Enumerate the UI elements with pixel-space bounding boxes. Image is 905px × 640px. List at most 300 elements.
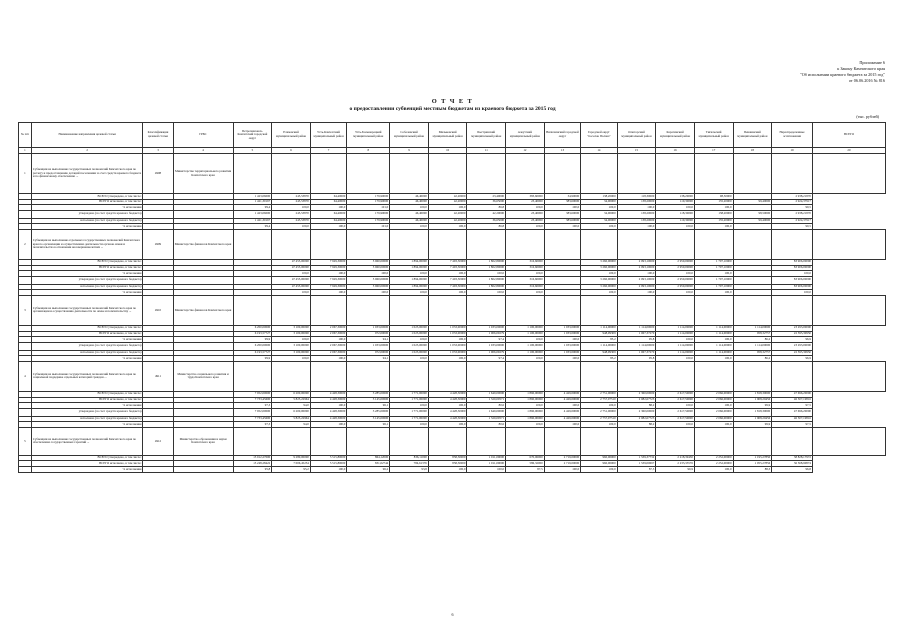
value-cell: 1 023,00000 <box>390 342 429 350</box>
value-cell: 7 493,30000 <box>428 265 467 271</box>
report-title: О Т Ч Е Т <box>431 98 474 105</box>
value-cell: 4 428,30000 <box>310 408 346 416</box>
empty-cell <box>143 408 173 416</box>
value-cell: 100,0 <box>428 403 467 409</box>
value-cell: 1 818,30000 <box>733 391 772 397</box>
value-cell: 2 751,00000 <box>581 391 617 397</box>
value-cell: 2 093,10000 <box>617 259 656 265</box>
empty-cell <box>233 295 272 325</box>
value-cell: 2 233,33576 <box>656 461 695 467</box>
value-cell: 64,40000 <box>310 218 346 224</box>
value-cell: 15 248,28422 <box>233 461 272 467</box>
empty-cell <box>233 154 272 194</box>
empty-cell <box>173 276 233 284</box>
value-cell: 1 329,00571 <box>467 397 506 403</box>
empty-cell <box>506 229 545 259</box>
empty-cell <box>544 427 580 455</box>
value-cell: 7 493,30000 <box>428 276 467 284</box>
section-code: 4909 <box>143 229 173 259</box>
value-cell: 80,6 <box>467 422 506 428</box>
value-cell: 100,0 <box>617 271 656 277</box>
value-cell: 47 455,00000 <box>272 265 311 271</box>
column-index-cell: 12 <box>506 148 545 154</box>
value-cell: 972,00000 <box>347 331 390 337</box>
empty-cell <box>694 427 733 455</box>
column-index-cell: 17 <box>694 148 733 154</box>
value-cell: 3 145,00000 <box>347 397 390 403</box>
value-cell: 1 114,00000 <box>733 325 772 331</box>
section-header-row <box>19 427 886 455</box>
value-cell: 100,0 <box>694 356 733 362</box>
value-cell: 64,40000 <box>310 194 346 200</box>
value-cell: 1 860,00000 <box>506 408 545 416</box>
value-cell: 2 959,00000 <box>656 265 695 271</box>
value-cell: 7 006,45254 <box>272 461 311 467</box>
empty-cell <box>233 427 272 455</box>
value-cell: 38 828,17972 <box>772 455 813 461</box>
value-cell: 99,40000 <box>733 218 772 224</box>
value-cell: 100,0 <box>310 224 346 230</box>
value-cell: 1 033,00000 <box>347 325 390 331</box>
value-cell: 95,2 <box>272 467 311 473</box>
value-cell: 1 033,00000 <box>544 350 580 356</box>
value-cell: 2 719,00000 <box>544 461 580 467</box>
empty-cell <box>272 154 311 194</box>
table-row <box>19 467 886 473</box>
value-cell: 3 100,00000 <box>272 350 311 356</box>
value-cell: 1 114,00000 <box>733 342 772 350</box>
report-subtitle: о предоставлении субвенций местным бюджетам из краевого бюджета за 2015 год <box>349 106 556 112</box>
value-cell: 96,1 <box>347 422 390 428</box>
value-cell: 7 929,30000 <box>310 265 346 271</box>
value-cell: 34,90000 <box>581 218 617 224</box>
empty-cell <box>733 427 772 455</box>
value-cell: 100,0 <box>467 467 506 473</box>
empty-cell <box>506 295 545 325</box>
row-label: % исполнения <box>31 271 143 277</box>
value-cell: 118,30000 <box>656 210 695 218</box>
column-index-cell: 14 <box>581 148 617 154</box>
column-header: Мильковский муниципальный район <box>428 123 467 148</box>
empty-cell <box>19 210 32 218</box>
empty-cell <box>772 154 813 194</box>
value-cell: 23 293,00000 <box>772 325 813 331</box>
value-cell: 1 860,00000 <box>506 391 545 397</box>
value-cell: 100,0 <box>347 290 390 296</box>
empty-cell <box>428 427 467 455</box>
empty-cell <box>233 229 272 259</box>
column-header: Вилючинский городской округ <box>544 123 580 148</box>
empty-cell <box>733 361 772 391</box>
value-cell: 2 082,67725 <box>617 397 656 403</box>
row-label: исполнено (за счет средств краевого бюджета) <box>31 284 143 290</box>
value-cell: 1 033,00000 <box>467 342 506 350</box>
section-number: 4 <box>19 361 32 391</box>
value-cell: 100,0 <box>347 271 390 277</box>
row-label: исполнено (за счет средств краевого бюджета) <box>31 218 143 224</box>
column-header: Олюторский муниципальный район <box>617 123 656 148</box>
value-cell: 99,5 <box>772 205 813 211</box>
page-number: 6 <box>451 612 454 617</box>
value-cell <box>733 276 772 284</box>
column-index-cell: 7 <box>310 148 346 154</box>
empty-cell <box>143 276 173 284</box>
section-grbs: Министерство финансов Камчатского края <box>173 295 233 325</box>
value-cell: 7 952,00000 <box>233 408 272 416</box>
value-cell: 42,20000 <box>428 210 467 218</box>
value-cell: 1 011,09000 <box>467 455 506 461</box>
value-cell: 1 100,00000 <box>506 325 545 331</box>
value-cell: 1 033,00000 <box>428 331 467 337</box>
value-cell: 46,40000 <box>390 199 429 205</box>
row-label: % исполнения <box>31 337 143 343</box>
value-cell: 1 114,00000 <box>656 325 695 331</box>
column-index-cell: 8 <box>347 148 390 154</box>
value-cell: 46 507,19816 <box>772 416 813 422</box>
value-cell: 2 938,21870 <box>772 194 813 200</box>
value-cell: 3 260,00000 <box>581 276 617 284</box>
value-cell: 46 507,19816 <box>772 397 813 403</box>
value-cell: 118,30000 <box>617 194 656 200</box>
value-cell: 100,0 <box>581 403 617 409</box>
value-cell: 960,00000 <box>581 461 617 467</box>
empty-cell <box>347 427 390 455</box>
value-cell: 1 055,27856 <box>733 461 772 467</box>
table-row <box>19 342 886 350</box>
value-cell: 179,90000 <box>347 199 390 205</box>
section-name: Субвенции на выполнение отдельных государственных полномочий Камчатского края по организации и осуществлению деятельности органов опеки и попечительства в отношении несовершеннолетних ... <box>31 229 143 259</box>
row-label: утверждено (за счет средств краевого бюджета) <box>31 342 143 350</box>
value-cell: 97,5 <box>772 422 813 428</box>
value-cell: 85,2 <box>581 356 617 362</box>
value-cell: 100,0 <box>581 290 617 296</box>
value-cell: 179,90000 <box>347 194 390 200</box>
value-cell: 7 929,30000 <box>310 259 346 265</box>
row-label: ВСЕГО утверждено, в том числе: <box>31 259 143 265</box>
empty-cell <box>390 427 429 455</box>
value-cell: 100,0 <box>506 224 545 230</box>
value-cell: 1 023,00000 <box>390 350 429 356</box>
column-index-cell: 18 <box>733 148 772 154</box>
column-index-cell: 11 <box>467 148 506 154</box>
column-header: Тигильский муниципальный район <box>694 123 733 148</box>
empty-cell <box>812 361 885 391</box>
value-cell: 34,90000 <box>581 210 617 218</box>
value-cell: 1 707,10000 <box>694 259 733 265</box>
value-cell: 94,0 <box>272 403 311 409</box>
value-cell: 3 285,00000 <box>347 408 390 416</box>
value-cell: 83 906,00000 <box>772 259 813 265</box>
value-cell: 5 960,00000 <box>347 284 390 290</box>
value-cell: 670,06000 <box>506 455 545 461</box>
value-cell: 1 818,30000 <box>733 408 772 416</box>
value-cell: 1 100,00000 <box>506 350 545 356</box>
empty-cell <box>812 427 885 455</box>
value-cell: 179,90000 <box>347 210 390 218</box>
appendix-line: к Закону Камчатского края <box>837 66 885 71</box>
value-cell: 1 114,00000 <box>656 350 695 356</box>
value-cell: 94,0 <box>272 422 311 428</box>
value-cell: 100,0 <box>656 403 695 409</box>
value-cell: 100,0 <box>656 422 695 428</box>
value-cell: 245,53870 <box>272 210 311 218</box>
value-cell: 1 006,09279 <box>467 350 506 356</box>
value-cell: 1 771,00000 <box>390 391 429 397</box>
section-grbs: Министерство финансов Камчатского края <box>173 229 233 259</box>
value-cell: 7 952,00000 <box>233 391 272 397</box>
value-cell: 2 617,50000 <box>656 408 695 416</box>
value-cell: 87,5 <box>617 467 656 473</box>
section-number: 1 <box>19 154 32 194</box>
value-cell: 831,02744 <box>347 461 390 467</box>
value-cell: 42,20000 <box>467 210 506 218</box>
value-cell: 99,9 <box>733 403 772 409</box>
value-cell: 2 617,50000 <box>656 391 695 397</box>
column-header: Петропавловск-Камчатский городской округ <box>233 123 272 148</box>
value-cell: 97,3 <box>233 403 272 409</box>
column-index-cell: 4 <box>173 148 233 154</box>
value-cell: 100,0 <box>390 337 429 343</box>
value-cell: 4 428,30000 <box>310 397 346 403</box>
table-row <box>19 276 886 284</box>
value-cell: 86,2 <box>733 337 772 343</box>
row-label: ВСЕГО утверждено, в том числе: <box>31 194 143 200</box>
value-cell: 2 360,00000 <box>617 391 656 397</box>
value-cell: 864,12000 <box>347 455 390 461</box>
row-label: ВСЕГО исполнено, в том числе: <box>31 199 143 205</box>
value-cell: 101,0 <box>347 205 390 211</box>
value-cell: 7 733,45600 <box>233 416 272 422</box>
empty-cell <box>428 295 467 325</box>
value-cell: 6 193,57727 <box>233 350 272 356</box>
value-cell: 100,0 <box>544 403 580 409</box>
value-cell: 100,0 <box>694 224 733 230</box>
section-number: 2 <box>19 229 32 259</box>
empty-cell <box>233 361 272 391</box>
value-cell <box>233 276 272 284</box>
empty-cell <box>812 229 885 259</box>
column-header: Пенжинский муниципальный район <box>733 123 772 148</box>
value-cell: 3 145,00000 <box>347 416 390 422</box>
section-grbs: Министерство социального развития и труда Камчатского края <box>173 361 233 391</box>
value-cell: 2 252,00000 <box>694 461 733 467</box>
value-cell: 5 515,80000 <box>310 455 346 461</box>
value-cell: 1 802,80000 <box>467 284 506 290</box>
value-cell: 4 428,30000 <box>310 416 346 422</box>
empty-cell <box>310 295 346 325</box>
row-label: исполнено (за счет средств краевого бюджета) <box>31 416 143 422</box>
column-index-cell: 9 <box>390 148 429 154</box>
value-cell: 83 906,00000 <box>772 276 813 284</box>
value-cell: 960,00000 <box>581 455 617 461</box>
section-name: Субвенции на выполнение государственных полномочий Камчатского края по организации и осуществлению деятельности по опеке и попечительству ... <box>31 295 143 325</box>
value-cell: 100,0 <box>272 337 311 343</box>
value-cell: 1 033,00000 <box>544 331 580 337</box>
value-cell <box>544 276 580 284</box>
value-cell: 2 719,00000 <box>544 455 580 461</box>
value-cell: 88,3 <box>733 467 772 473</box>
value-cell: 1 860,00000 <box>506 397 545 403</box>
empty-cell <box>506 154 545 194</box>
value-cell: 7 929,30000 <box>310 276 346 284</box>
value-cell: 42,20000 <box>428 199 467 205</box>
value-cell: 7 493,30000 <box>428 259 467 265</box>
value-cell: 1 195,27850 <box>733 455 772 461</box>
value-cell: 23,40000 <box>506 218 545 224</box>
appendix-line: "Об исполнении краевого бюджета за 2015 год" <box>800 72 885 77</box>
section-header-row <box>19 229 886 259</box>
value-cell: 2 066,00000 <box>694 408 733 416</box>
value-cell: 99,4 <box>233 224 272 230</box>
value-cell: 15 912,27000 <box>233 455 272 461</box>
value-cell: 1 771,00000 <box>390 416 429 422</box>
value-cell: 98,50000 <box>733 210 772 218</box>
value-cell: 100,0 <box>310 205 346 211</box>
section-number: 5 <box>19 427 32 455</box>
empty-cell <box>347 154 390 194</box>
value-cell: 100,0 <box>310 422 346 428</box>
value-cell: 1 114,00000 <box>581 342 617 350</box>
value-cell: 1 114,00000 <box>656 331 695 337</box>
value-cell: 6 200,00000 <box>272 408 311 416</box>
value-cell: 2 360,00000 <box>617 408 656 416</box>
value-cell: 1 539,00697 <box>617 461 656 467</box>
value-cell: 245,53870 <box>272 199 311 205</box>
value-cell: 119,30000 <box>656 218 695 224</box>
value-cell: 1 423,06000 <box>233 210 272 218</box>
value-cell: 2 066,00000 <box>694 397 733 403</box>
value-cell: 2 751,00000 <box>581 408 617 416</box>
value-cell: 5 515,80000 <box>310 461 346 467</box>
empty-cell <box>656 154 695 194</box>
value-cell: 86,2 <box>733 356 772 362</box>
empty-cell <box>272 427 311 455</box>
value-cell: 100,0 <box>272 271 311 277</box>
value-cell: 1 033,00000 <box>428 325 467 331</box>
value-cell: 2 067,30000 <box>310 350 346 356</box>
value-cell: 100,0 <box>617 205 656 211</box>
value-cell: 1 011,09000 <box>467 461 506 467</box>
value-cell: 2 959,00000 <box>656 259 695 265</box>
value-cell: 99,9 <box>656 467 695 473</box>
value-cell: 34,90000 <box>544 194 580 200</box>
column-header: Городской округ "поселок Палана" <box>581 123 617 148</box>
value-cell: 1 100,00000 <box>506 342 545 350</box>
value-cell: 36,65000 <box>467 218 506 224</box>
value-cell: 94,1 <box>347 337 390 343</box>
value-cell: 245,53870 <box>272 194 311 200</box>
value-cell: 316,60000 <box>506 259 545 265</box>
value-cell: 99,9 <box>733 422 772 428</box>
section-grbs: Министерство образования и науки Камчатского края <box>173 427 233 455</box>
appendix-line: от 06.06.2016 № 816 <box>848 78 885 83</box>
value-cell: 138,20000 <box>694 210 733 218</box>
empty-cell <box>310 229 346 259</box>
value-cell: 47 455,00000 <box>272 259 311 265</box>
value-cell: 100,0 <box>694 422 733 428</box>
column-index-cell: 2 <box>31 148 143 154</box>
empty-cell <box>694 295 733 325</box>
value-cell: 100,0 <box>310 290 346 296</box>
column-index-cell: 10 <box>428 148 467 154</box>
value-cell: 316,60000 <box>506 265 545 271</box>
value-cell: 100,0 <box>694 337 733 343</box>
value-cell: 1 114,00000 <box>581 325 617 331</box>
value-cell: 64,40000 <box>310 199 346 205</box>
value-cell: 383,60000 <box>544 210 580 218</box>
value-cell: 119,30000 <box>656 199 695 205</box>
value-cell: 5 960,00000 <box>347 259 390 265</box>
value-cell: 42,20000 <box>428 218 467 224</box>
column-header: Усть-Большерецкий муниципальный район <box>347 123 390 148</box>
value-cell: 1 067,37270 <box>617 350 656 356</box>
row-label: % исполнения <box>31 403 143 409</box>
row-label: утверждено (за счет средств краевого бюджета) <box>31 408 143 416</box>
appendix-line: Приложение 6 <box>859 60 885 65</box>
row-label: % исполнения <box>31 422 143 428</box>
value-cell: 1 894,00000 <box>390 265 429 271</box>
value-cell: 64,40000 <box>310 210 346 218</box>
value-cell: 100,0 <box>390 290 429 296</box>
value-cell: 2 082,67725 <box>617 416 656 422</box>
column-index-cell: 13 <box>544 148 580 154</box>
value-cell: 2 066,00000 <box>694 416 733 422</box>
value-cell: 100,0 <box>656 356 695 362</box>
value-cell: 1 033,00000 <box>347 342 390 350</box>
table-header-row <box>19 123 886 148</box>
empty-cell <box>19 408 32 416</box>
empty-cell <box>390 361 429 391</box>
empty-cell <box>347 361 390 391</box>
value-cell: 5 960,00000 <box>347 276 390 284</box>
value-cell: 95,8 <box>233 467 272 473</box>
value-cell: 4 428,30000 <box>428 397 467 403</box>
value-cell: 100,0 <box>544 205 580 211</box>
value-cell: 100,0 <box>390 356 429 362</box>
empty-cell <box>581 154 617 194</box>
empty-cell <box>733 295 772 325</box>
value-cell: 179,90000 <box>347 218 390 224</box>
value-cell: 100,0 <box>581 467 617 473</box>
empty-cell <box>544 361 580 391</box>
value-cell: 2 959,00000 <box>656 284 695 290</box>
value-cell: 7 733,45600 <box>233 397 272 403</box>
value-cell: 100,0 <box>656 271 695 277</box>
empty-cell <box>617 229 656 259</box>
value-cell: 1 114,00000 <box>656 342 695 350</box>
value-cell: 383,60000 <box>544 199 580 205</box>
empty-cell <box>310 361 346 391</box>
value-cell: 100,0 <box>310 356 346 362</box>
value-cell: 100,0 <box>694 467 733 473</box>
value-cell: 100,0 <box>544 337 580 343</box>
value-cell: 101,0 <box>347 224 390 230</box>
value-cell: 100,0 <box>310 271 346 277</box>
value-cell: 87,5 <box>506 467 545 473</box>
empty-cell <box>617 154 656 194</box>
value-cell: 1 894,00000 <box>390 284 429 290</box>
value-cell: 100,0 <box>428 205 467 211</box>
value-cell: 1 033,00000 <box>428 350 467 356</box>
column-index-cell: 5 <box>233 148 272 154</box>
value-cell: 36,65000 <box>467 199 506 205</box>
empty-cell <box>656 295 695 325</box>
section-code: 4908 <box>143 154 173 194</box>
empty-cell <box>506 427 545 455</box>
empty-cell <box>544 154 580 194</box>
section-name: Субвенции на выполнение государственных полномочий Камчатского края по социальной поддержке отдельных категорий граждан ... <box>31 361 143 391</box>
value-cell: 34,90000 <box>581 199 617 205</box>
